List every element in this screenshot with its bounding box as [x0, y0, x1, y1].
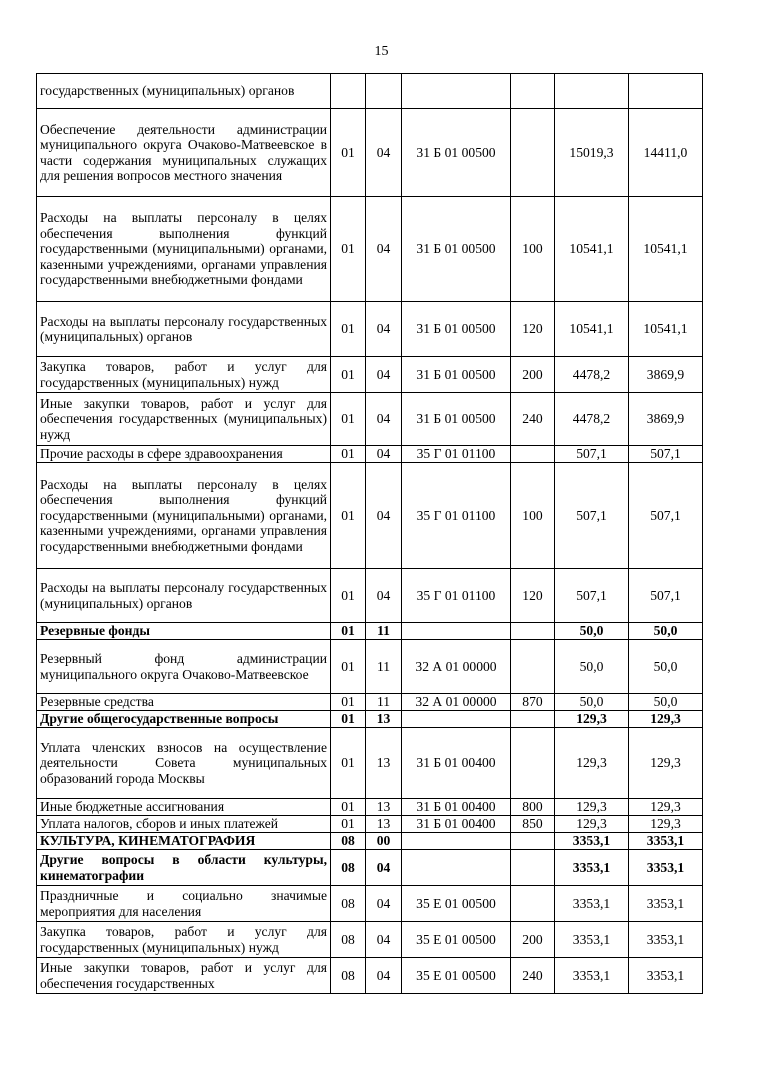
section-code-cell: 01 [331, 446, 366, 463]
target-article-cell: 35 Г 01 01100 [402, 446, 511, 463]
row-name-cell: Прочие расходы в сфере здравоохранения [37, 446, 331, 463]
target-article-cell: 35 Г 01 01100 [402, 463, 511, 569]
subsection-code-cell [366, 74, 402, 109]
page-number: 15 [374, 44, 389, 59]
section-code-cell: 01 [331, 623, 366, 640]
row-name-cell: КУЛЬТУРА, КИНЕМАТОГРАФИЯ [37, 833, 331, 850]
expense-type-cell: 240 [511, 958, 555, 994]
target-article-cell [402, 711, 511, 728]
amount-year2-cell: 129,3 [629, 728, 703, 799]
target-article-cell: 31 Б 01 00500 [402, 357, 511, 393]
amount-year1-cell: 129,3 [555, 728, 629, 799]
expense-type-cell [511, 640, 555, 694]
table-row [37, 197, 703, 302]
subsection-code-cell: 04 [366, 446, 402, 463]
section-code-cell: 01 [331, 463, 366, 569]
amount-year1-cell: 3353,1 [555, 958, 629, 994]
row-name-cell: Иные закупки товаров, работ и услуг для обеспечения государственных (муниципальных) нужд [37, 393, 331, 446]
row-name-cell: Праздничные и социально значимые мероприятия для населения [37, 886, 331, 922]
row-name-cell: Закупка товаров, работ и услуг для государственных (муниципальных) нужд [37, 922, 331, 958]
amount-year1-cell: 3353,1 [555, 922, 629, 958]
target-article-cell: 31 Б 01 00400 [402, 728, 511, 799]
section-code-cell: 01 [331, 357, 366, 393]
amount-year1-cell: 129,3 [555, 816, 629, 833]
subsection-code-cell: 13 [366, 711, 402, 728]
row-name-cell: Расходы на выплаты персоналу государственных (муниципальных) органов [37, 302, 331, 357]
expense-type-cell: 100 [511, 463, 555, 569]
subsection-code-cell: 00 [366, 833, 402, 850]
table-row [37, 833, 703, 850]
amount-year2-cell: 129,3 [629, 799, 703, 816]
subsection-code-cell: 04 [366, 109, 402, 197]
expense-type-cell [511, 728, 555, 799]
amount-year1-cell: 50,0 [555, 623, 629, 640]
amount-year1-cell: 507,1 [555, 569, 629, 623]
amount-year2-cell: 3869,9 [629, 393, 703, 446]
amount-year2-cell: 10541,1 [629, 197, 703, 302]
subsection-code-cell: 04 [366, 302, 402, 357]
row-name-cell: Уплата членских взносов на осуществление деятельности Совета муниципальных образований города Москвы [37, 728, 331, 799]
expense-type-cell [511, 711, 555, 728]
target-article-cell: 35 Г 01 01100 [402, 569, 511, 623]
subsection-code-cell: 04 [366, 463, 402, 569]
amount-year1-cell: 129,3 [555, 711, 629, 728]
expense-type-cell: 850 [511, 816, 555, 833]
amount-year2-cell: 129,3 [629, 816, 703, 833]
subsection-code-cell: 04 [366, 958, 402, 994]
row-name-cell: Резервные средства [37, 694, 331, 711]
expense-type-cell [511, 74, 555, 109]
table-row [37, 357, 703, 393]
row-name-cell: Закупка товаров, работ и услуг для государственных (муниципальных) нужд [37, 357, 331, 393]
amount-year1-cell: 507,1 [555, 463, 629, 569]
table-row [37, 711, 703, 728]
subsection-code-cell: 13 [366, 728, 402, 799]
target-article-cell [402, 623, 511, 640]
amount-year1-cell: 15019,3 [555, 109, 629, 197]
section-code-cell: 01 [331, 728, 366, 799]
expense-type-cell [511, 623, 555, 640]
section-code-cell: 08 [331, 850, 366, 886]
target-article-cell: 31 Б 01 00500 [402, 393, 511, 446]
target-article-cell: 31 Б 01 00500 [402, 197, 511, 302]
amount-year2-cell: 129,3 [629, 711, 703, 728]
expense-type-cell [511, 109, 555, 197]
amount-year2-cell: 50,0 [629, 640, 703, 694]
table-row [37, 850, 703, 886]
expense-type-cell: 870 [511, 694, 555, 711]
amount-year2-cell: 3353,1 [629, 850, 703, 886]
budget-table [36, 73, 703, 994]
expense-type-cell [511, 850, 555, 886]
section-code-cell: 01 [331, 799, 366, 816]
row-name-cell: Расходы на выплаты персоналу в целях обеспечения выполнения функций государственными (муниципальными) органами, казенными учреждениями, органами управления государственными внебюджетными фондами [37, 463, 331, 569]
subsection-code-cell: 04 [366, 197, 402, 302]
subsection-code-cell: 11 [366, 623, 402, 640]
target-article-cell [402, 74, 511, 109]
amount-year2-cell: 3353,1 [629, 922, 703, 958]
section-code-cell: 01 [331, 640, 366, 694]
amount-year1-cell: 4478,2 [555, 393, 629, 446]
section-code-cell: 01 [331, 109, 366, 197]
amount-year2-cell: 14411,0 [629, 109, 703, 197]
table-row [37, 463, 703, 569]
table-row [37, 109, 703, 197]
amount-year2-cell: 50,0 [629, 623, 703, 640]
row-name-cell: Другие общегосударственные вопросы [37, 711, 331, 728]
table-row [37, 446, 703, 463]
expense-type-cell: 200 [511, 357, 555, 393]
table-row [37, 640, 703, 694]
section-code-cell: 01 [331, 694, 366, 711]
amount-year1-cell: 3353,1 [555, 850, 629, 886]
expense-type-cell [511, 886, 555, 922]
amount-year2-cell [629, 74, 703, 109]
section-code-cell: 01 [331, 393, 366, 446]
subsection-code-cell: 04 [366, 886, 402, 922]
row-name-cell: Расходы на выплаты персоналу в целях обеспечения выполнения функций государственными (муниципальными) органами, казенными учреждениями, органами управления государственными внебюджетными фондами [37, 197, 331, 302]
table-row [37, 886, 703, 922]
target-article-cell: 31 Б 01 00400 [402, 816, 511, 833]
row-name-cell: государственных (муниципальных) органов [37, 74, 331, 109]
target-article-cell: 31 Б 01 00400 [402, 799, 511, 816]
table-row [37, 694, 703, 711]
expense-type-cell: 800 [511, 799, 555, 816]
amount-year2-cell: 50,0 [629, 694, 703, 711]
amount-year2-cell: 507,1 [629, 446, 703, 463]
table-row [37, 569, 703, 623]
target-article-cell: 31 Б 01 00500 [402, 302, 511, 357]
amount-year2-cell: 3353,1 [629, 886, 703, 922]
table-row [37, 799, 703, 816]
expense-type-cell: 120 [511, 302, 555, 357]
amount-year1-cell: 3353,1 [555, 886, 629, 922]
amount-year1-cell [555, 74, 629, 109]
target-article-cell [402, 833, 511, 850]
section-code-cell: 08 [331, 886, 366, 922]
section-code-cell: 08 [331, 833, 366, 850]
target-article-cell: 31 Б 01 00500 [402, 109, 511, 197]
section-code-cell: 08 [331, 922, 366, 958]
table-row [37, 958, 703, 994]
amount-year1-cell: 50,0 [555, 640, 629, 694]
amount-year2-cell: 507,1 [629, 463, 703, 569]
expense-type-cell [511, 833, 555, 850]
amount-year1-cell: 10541,1 [555, 302, 629, 357]
row-name-cell: Другие вопросы в области культуры, кинематографии [37, 850, 331, 886]
row-name-cell: Уплата налогов, сборов и иных платежей [37, 816, 331, 833]
section-code-cell: 01 [331, 569, 366, 623]
section-code-cell: 08 [331, 958, 366, 994]
expense-type-cell: 240 [511, 393, 555, 446]
expense-type-cell: 100 [511, 197, 555, 302]
table-row [37, 623, 703, 640]
amount-year1-cell: 4478,2 [555, 357, 629, 393]
table-row [37, 816, 703, 833]
amount-year1-cell: 507,1 [555, 446, 629, 463]
amount-year2-cell: 10541,1 [629, 302, 703, 357]
expense-type-cell: 120 [511, 569, 555, 623]
table-row [37, 728, 703, 799]
table-row [37, 393, 703, 446]
amount-year1-cell: 10541,1 [555, 197, 629, 302]
amount-year1-cell: 50,0 [555, 694, 629, 711]
subsection-code-cell: 11 [366, 640, 402, 694]
amount-year2-cell: 507,1 [629, 569, 703, 623]
row-name-cell: Расходы на выплаты персоналу государственных (муниципальных) органов [37, 569, 331, 623]
table-row [37, 74, 703, 109]
target-article-cell: 32 А 01 00000 [402, 694, 511, 711]
subsection-code-cell: 04 [366, 357, 402, 393]
table-row [37, 922, 703, 958]
section-code-cell: 01 [331, 816, 366, 833]
subsection-code-cell: 13 [366, 816, 402, 833]
amount-year1-cell: 129,3 [555, 799, 629, 816]
target-article-cell: 35 Е 01 00500 [402, 958, 511, 994]
subsection-code-cell: 04 [366, 922, 402, 958]
expense-type-cell [511, 446, 555, 463]
subsection-code-cell: 04 [366, 850, 402, 886]
target-article-cell: 35 Е 01 00500 [402, 922, 511, 958]
target-article-cell: 35 Е 01 00500 [402, 886, 511, 922]
amount-year2-cell: 3353,1 [629, 833, 703, 850]
amount-year2-cell: 3353,1 [629, 958, 703, 994]
section-code-cell: 01 [331, 711, 366, 728]
target-article-cell [402, 850, 511, 886]
subsection-code-cell: 11 [366, 694, 402, 711]
expense-type-cell: 200 [511, 922, 555, 958]
subsection-code-cell: 04 [366, 393, 402, 446]
section-code-cell: 01 [331, 197, 366, 302]
row-name-cell: Резервные фонды [37, 623, 331, 640]
row-name-cell: Резервный фонд администрации муниципального округа Очаково-Матвеевское [37, 640, 331, 694]
row-name-cell: Обеспечение деятельности администрации муниципального округа Очаково-Матвеевское в части содержания муниципальных служащих для решения вопросов местного значения [37, 109, 331, 197]
table-row [37, 302, 703, 357]
target-article-cell: 32 А 01 00000 [402, 640, 511, 694]
section-code-cell [331, 74, 366, 109]
subsection-code-cell: 13 [366, 799, 402, 816]
section-code-cell: 01 [331, 302, 366, 357]
amount-year1-cell: 3353,1 [555, 833, 629, 850]
subsection-code-cell: 04 [366, 569, 402, 623]
amount-year2-cell: 3869,9 [629, 357, 703, 393]
row-name-cell: Иные бюджетные ассигнования [37, 799, 331, 816]
row-name-cell: Иные закупки товаров, работ и услуг для обеспечения государственных [37, 958, 331, 994]
